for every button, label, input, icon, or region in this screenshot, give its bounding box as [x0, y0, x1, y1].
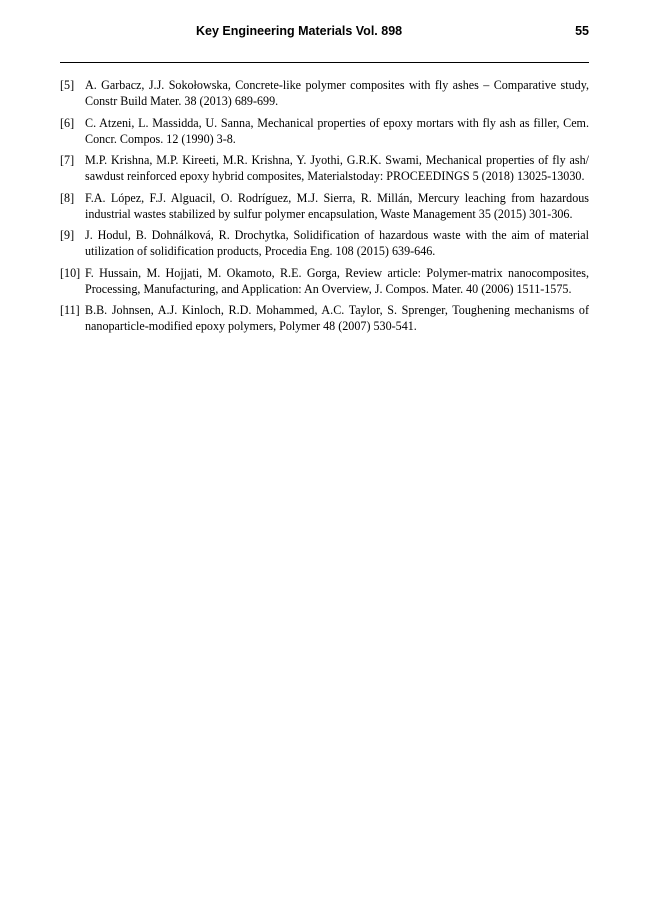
- reference-number: [6]: [60, 115, 75, 130]
- reference-number: [11]: [60, 303, 80, 317]
- reference-text: B.B. Johnsen, A.J. Kinloch, R.D. Mohammed, A.C. Taylor, S. Sprenger, Toughening mechanisms of nanoparticle-modified epoxy polymers, Polymer 48 (2007) 530-541.: [85, 303, 589, 333]
- reference-list: [60, 77, 589, 340]
- reference-number: [9]: [60, 228, 75, 242]
- reference-number: [10]: [60, 265, 81, 280]
- reference-text: M.P. Krishna, M.P. Kireeti, M.R. Krishna, Y. Jyothi, G.R.K. Swami, Mechanical properties of fly ash/ sawdust reinforced epoxy hybrid composites, Materialstoday: PROCEEDINGS 5 (2018) 13025-13030.: [85, 153, 589, 183]
- reference-text: F. Hussain, M. Hojjati, M. Okamoto, R.E. Gorga, Review article: Polymer-matrix nanocomposites, Processing, Manufacturing, and Application: An Overview, J. Compos. Mater. 40 (2006) 1511-1575.: [85, 265, 589, 296]
- reference-item: [60, 227, 589, 259]
- running-header: [60, 24, 589, 44]
- reference-item: [60, 77, 589, 109]
- reference-text: J. Hodul, B. Dohnálková, R. Drochytka, Solidification of hazardous waste with the aim of material utilization of solidification products, Procedia Eng. 108 (2015) 639-646.: [85, 228, 589, 258]
- reference-text: A. Garbacz, J.J. Sokołowska, Concrete-like polymer composites with fly ashes – Comparative study, Constr Build Mater. 38 (2013) 689-699.: [85, 78, 589, 108]
- reference-item: [60, 265, 589, 297]
- reference-text: F.A. López, F.J. Alguacil, O. Rodríguez, M.J. Sierra, R. Millán, Mercury leaching from hazardous industrial wastes stabilized by sulfur polymer encapsulation, Waste Management 35 (2015) 301-306.: [85, 190, 589, 221]
- reference-number: [8]: [60, 190, 75, 205]
- reference-item: [60, 152, 589, 184]
- journal-title: Key Engineering Materials Vol. 898: [196, 24, 403, 38]
- reference-number: [7]: [60, 153, 75, 167]
- page-number: 55: [575, 24, 589, 38]
- reference-text: C. Atzeni, L. Massidda, U. Sanna, Mechanical properties of epoxy mortars with fly ash as filler, Cem. Concr. Compos. 12 (1990) 3-8.: [85, 115, 589, 146]
- reference-number: [5]: [60, 78, 75, 92]
- reference-item: [60, 115, 589, 147]
- header-divider: [60, 62, 589, 63]
- reference-item: [60, 190, 589, 222]
- reference-item: [60, 302, 589, 334]
